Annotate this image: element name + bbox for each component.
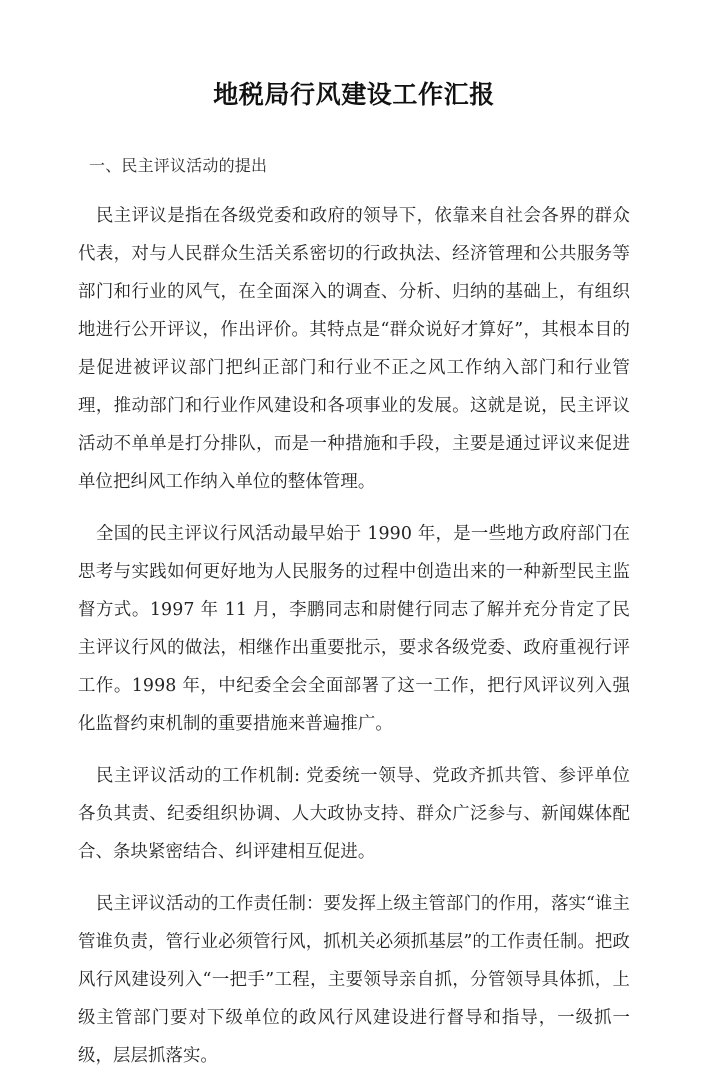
paragraph — [78, 743, 630, 871]
paragraph-text: 民主评议活动的工作机制: 党委统一领导、党政齐抓共管、参评单位各负其责、纪委组织协调、人大政协支持、群众广泛参与、新闻媒体配合、条块紧密结合、纠评建相互促进。 — [78, 765, 630, 862]
section-heading: 一、民主评议活动的提出 — [89, 156, 268, 176]
paragraph-text: 全国的民主评议行风活动最早始于 1990 年，是一些地方政府部门在思考与实践如何更好地为人民服务的过程中创造出来的一种新型民主监督方式。1997 年 11 月，李鹏同志和尉健行同志了解并充分肯定了民主评议行风的做法，相继作出重要批示，要求各级党委、政府重视行评工作。1998 年，中纪委全会全面部署了这一工作，把行风评议列入强化监督约束机制的重要措施来普遍推广。 — [78, 523, 630, 734]
paragraph-text: 民主评议活动的工作责任制：要发挥上级主管部门的作用，落实“谁主管谁负责，管行业必须管行风，抓机关必须抓基层”的工作责任制。把政风行风建设列入“一把手”工程，主要领导亲自抓，分管领导具体抓，上级主管部门要对下级单位的政风行风建设进行督导和指导，一级抓一级，层层抓落实。 — [78, 893, 630, 1066]
paragraph-text: 民主评议是指在各级党委和政府的领导下，依靠来自社会各界的群众代表，对与人民群众生活关系密切的行政执法、经济管理和公共服务等部门和行业的风气，在全面深入的调查、分析、归纳的基础上，有组织地进行公开评议，作出评价。其特点是“群众说好才算好”，其根本目的是促进被评议部门把纠正部门和行业不正之风工作纳入部门和行业管理，推动部门和行业作风建设和各项事业的发展。这就是说，民主评议活动不单单是打分排队，而是一种措施和手段，主要是通过评议来促进单位把纠风工作纳入单位的整体管理。 — [78, 205, 630, 492]
paragraph — [78, 501, 630, 743]
paragraph — [78, 871, 630, 1075]
paragraph — [78, 179, 630, 501]
document-body — [78, 0, 630, 1075]
page-title: 地税局行风建设工作汇报 — [213, 80, 495, 109]
